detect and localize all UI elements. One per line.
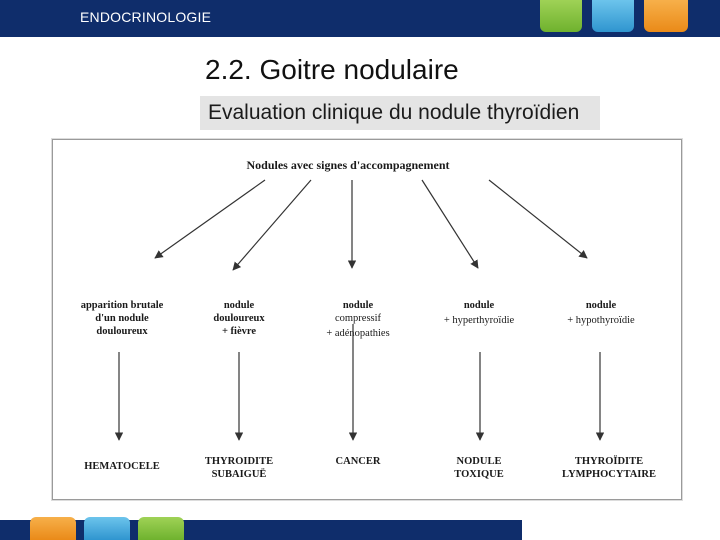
footer-tab-green [138, 517, 184, 540]
footer-tab-orange [30, 517, 76, 540]
diagram-canvas [53, 140, 683, 501]
header-tab-blue [592, 0, 634, 32]
branch-3-line-2: compressif [334, 313, 382, 324]
branch-2-outcome-line-2: SUBAIGUË [211, 469, 267, 480]
branch-1-line-1: apparition brutale [80, 300, 164, 311]
branch-4-line-2: + hyperthyroïdie [443, 315, 515, 326]
branch-4-outcome-line-2: TOXIQUE [454, 469, 504, 480]
branch-4-line-1: nodule [463, 300, 495, 311]
branch-2-outcome-line-1: THYROIDITE [204, 456, 274, 467]
arrow-to-branch-2 [233, 180, 311, 270]
footer-bar [0, 520, 522, 540]
slide-title: 2.2. Goitre nodulaire [205, 54, 459, 85]
header-tab-green [540, 0, 582, 32]
branch-5-outcome-line-1: THYROÏDITE [574, 456, 644, 467]
diagram-figure [52, 139, 682, 500]
branch-4-outcome-line-1: NODULE [456, 456, 502, 467]
branch-2-line-2: douloureux [213, 313, 265, 324]
arrow-to-branch-1 [155, 180, 265, 258]
diagram-title: Nodules avec signes d'accompagnement [246, 158, 450, 172]
branch-2-line-3: + fièvre [221, 326, 257, 337]
branch-3-line-1: nodule [342, 300, 374, 311]
branch-3-line-3: + adénopathies [326, 328, 390, 339]
branch-5-line-2: + hypothyroïdie [567, 315, 635, 326]
branch-1-line-3: douloureux [96, 326, 148, 337]
slide-subtitle-box [200, 96, 600, 130]
branch-1-outcome-line-1: HEMATOCELE [84, 461, 160, 472]
branch-5-line-1: nodule [585, 300, 617, 311]
header-label: ENDOCRINOLOGIE [80, 9, 212, 25]
branch-5-outcome-line-2: LYMPHOCYTAIRE [562, 469, 656, 480]
arrow-to-branch-4 [422, 180, 478, 268]
branch-3-outcome-line-1: CANCER [335, 456, 381, 467]
arrow-to-branch-5 [489, 180, 587, 258]
footer-tab-blue [84, 517, 130, 540]
branch-1-line-2: d'un nodule [95, 313, 149, 324]
slide-subtitle: Evaluation clinique du nodule thyroïdien [208, 101, 580, 124]
header-tab-orange [644, 0, 688, 32]
branch-2-line-1: nodule [223, 300, 255, 311]
